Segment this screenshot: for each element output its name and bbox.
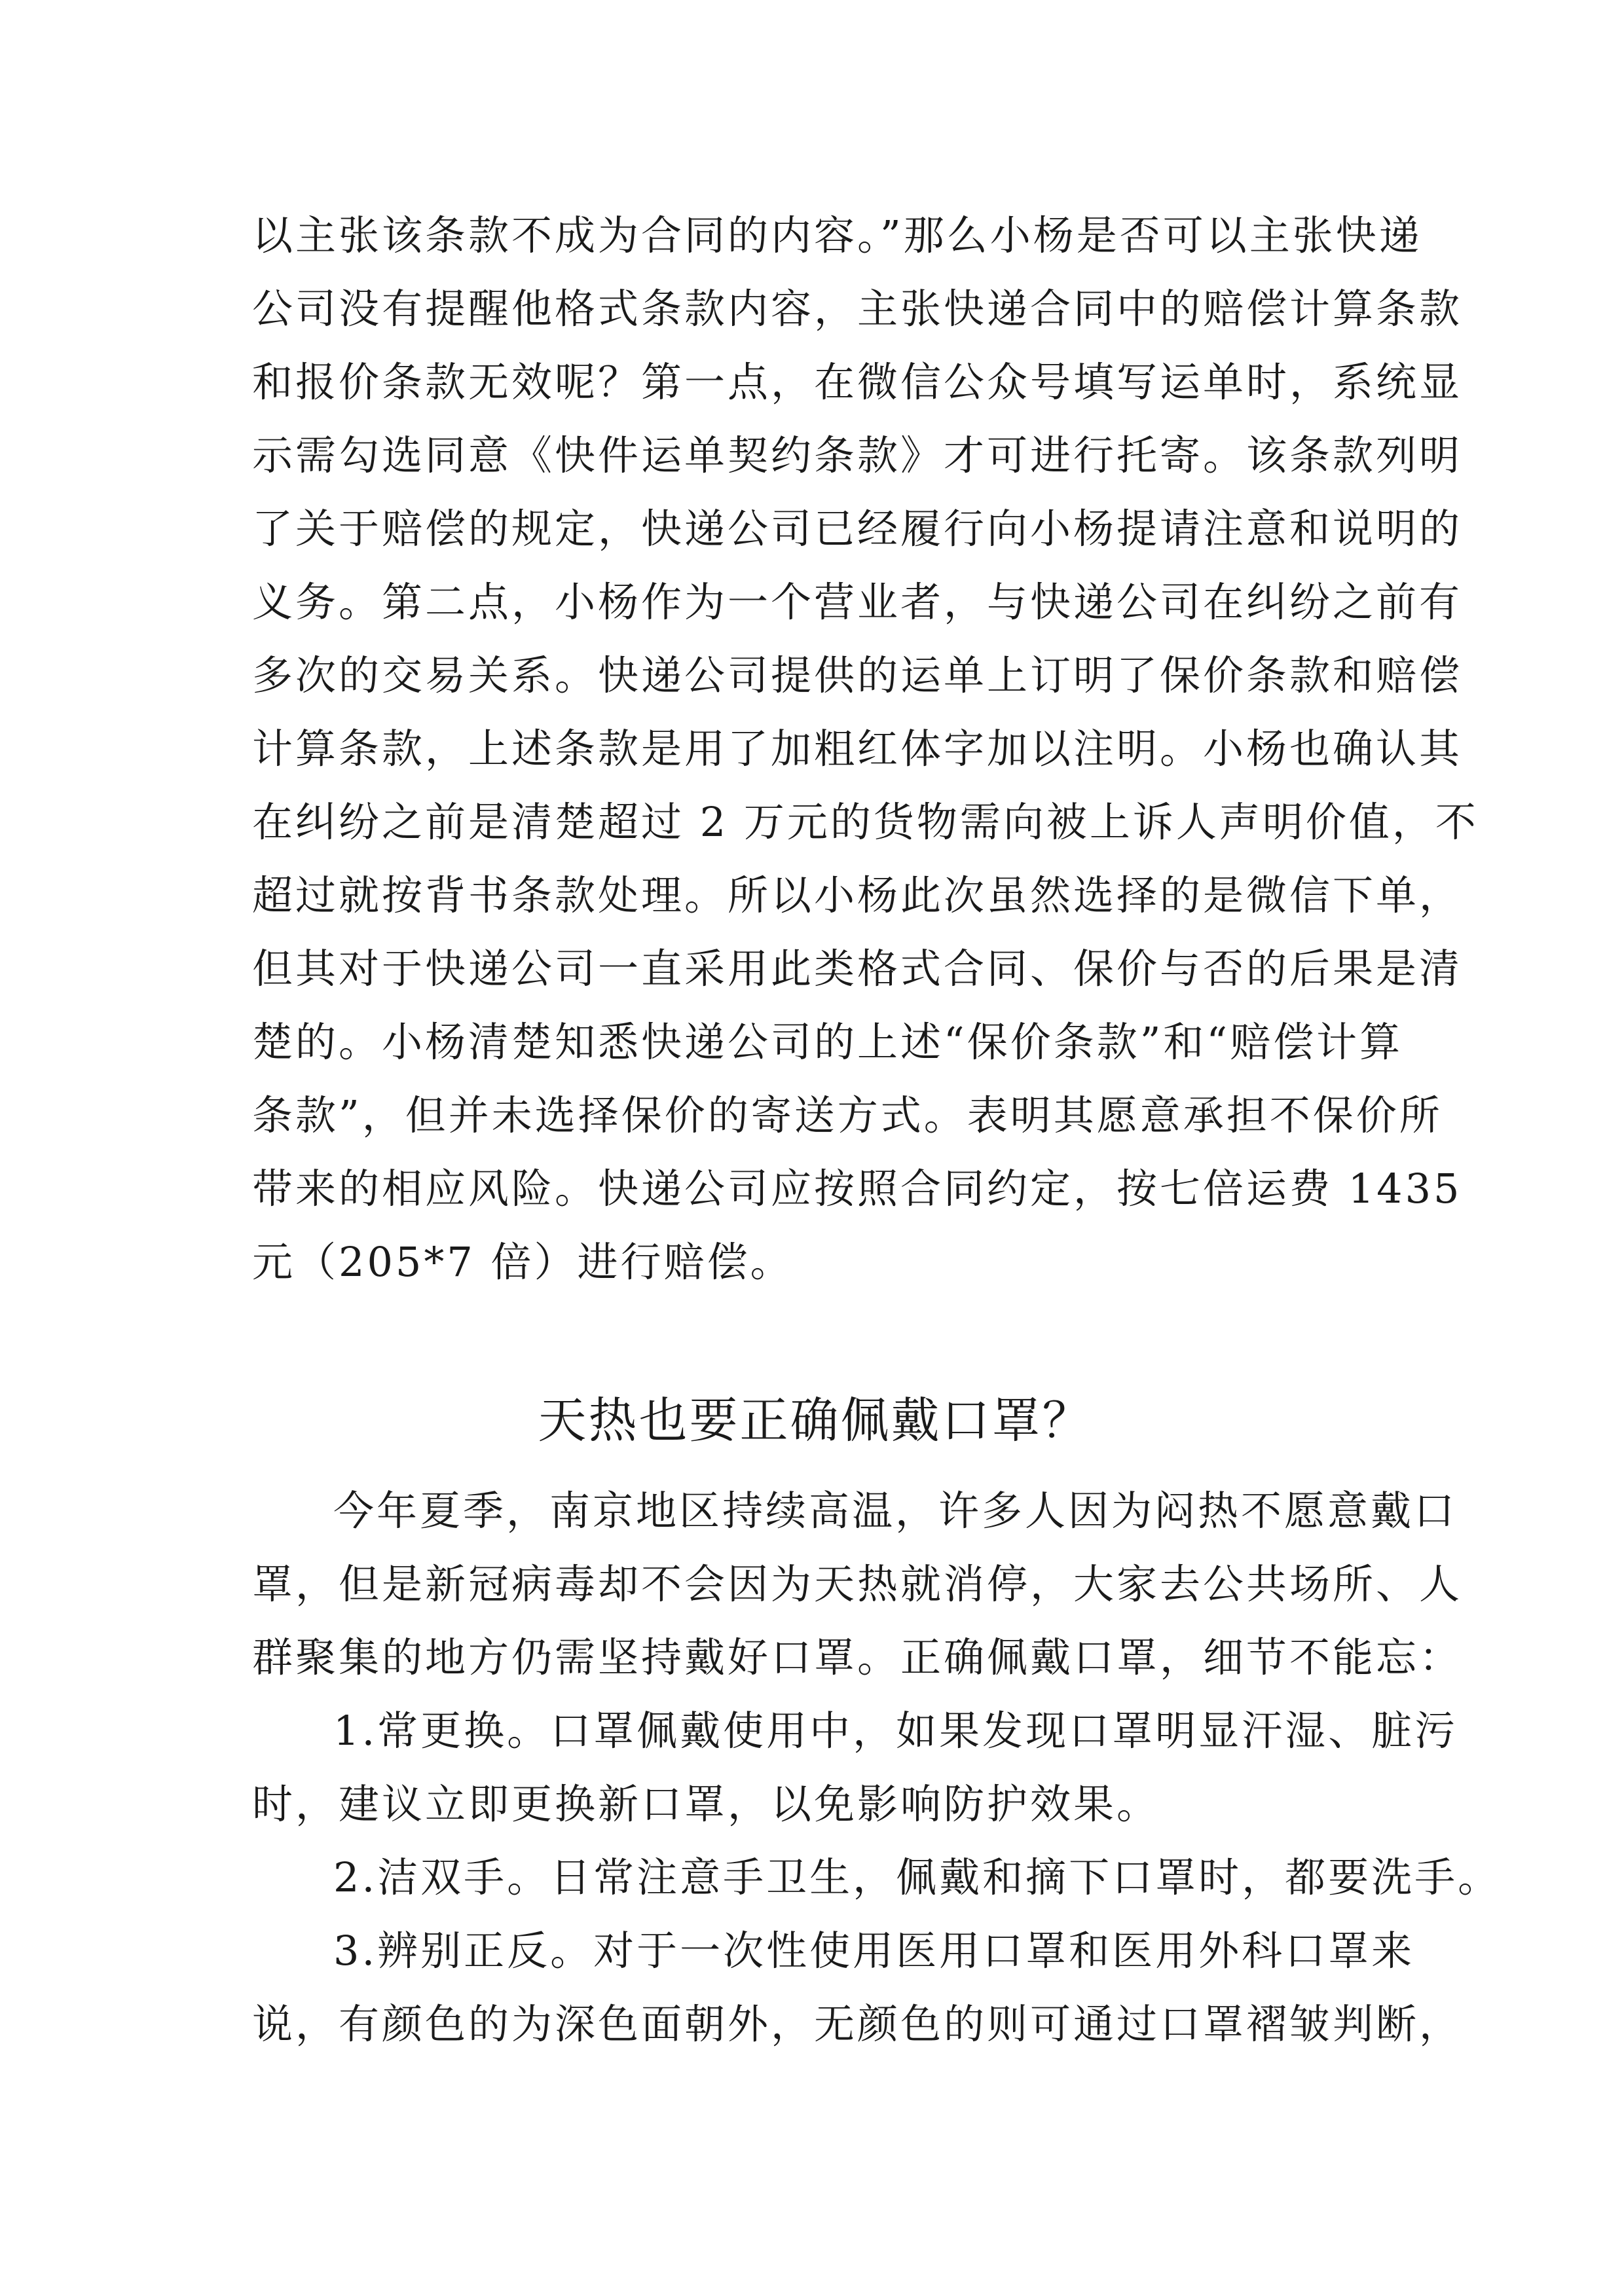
paragraph-line: 条款”，但并未选择保价的寄送方式。表明其愿意承担不保价所 — [252, 1091, 1443, 1139]
paragraph-line: 超过就按背书条款处理。所以小杨此次虽然选择的是微信下单， — [252, 871, 1463, 919]
paragraph-line: 公司没有提醒他格式条款内容，主张快递合同中的赔偿计算条款 — [252, 285, 1463, 333]
list-item-line: 说，有颜色的为深色面朝外，无颜色的则可通过口罩褶皱判断， — [252, 2000, 1463, 2048]
list-item-line: 时，建议立即更换新口罩，以免影响防护效果。 — [252, 1780, 1160, 1828]
list-item-line: 2.洁双手。日常注意手卫生，佩戴和摘下口罩时，都要洗手。 — [333, 1853, 1502, 1901]
paragraph-line: 但其对于快递公司一直采用此类格式合同、保价与否的后果是清 — [252, 945, 1463, 993]
paragraph-line: 多次的交易关系。快递公司提供的运单上订明了保价条款和赔偿 — [252, 651, 1463, 699]
section-title: 天热也要正确佩戴口罩？ — [538, 1393, 1093, 1449]
paragraph-line: 罩，但是新冠病毒却不会因为天热就消停，大家去公共场所、人 — [252, 1560, 1463, 1608]
paragraph-line: 计算条款，上述条款是用了加粗红体字加以注明。小杨也确认其 — [252, 725, 1463, 773]
paragraph-line: 元（205*7 倍）进行赔偿。 — [252, 1238, 794, 1286]
paragraph-line: 群聚集的地方仍需坚持戴好口罩。正确佩戴口罩，细节不能忘： — [252, 1633, 1463, 1681]
paragraph-line: 今年夏季，南京地区持续高温，许多人因为闷热不愿意戴口 — [333, 1487, 1458, 1535]
paragraph-line: 楚的。小杨清楚知悉快递公司的上述“保价条款”和“赔偿计算 — [252, 1018, 1403, 1066]
paragraph-line: 义务。第二点，小杨作为一个营业者，与快递公司在纠纷之前有 — [252, 578, 1463, 626]
paragraph-line: 带来的相应风险。快递公司应按照合同约定，按七倍运费 1435 — [252, 1165, 1462, 1212]
paragraph-line: 了关于赔偿的规定，快递公司已经履行向小杨提请注意和说明的 — [252, 505, 1463, 553]
paragraph-line: 以主张该条款不成为合同的内容。”那么小杨是否可以主张快递 — [252, 211, 1422, 259]
paragraph-line: 在纠纷之前是清楚超过 2 万元的货物需向被上诉人声明价值，不 — [252, 798, 1479, 846]
paragraph-line: 和报价条款无效呢？第一点，在微信公众号填写运单时，系统显 — [252, 358, 1463, 406]
list-item-line: 3.辨别正反。对于一次性使用医用口罩和医用外科口罩来 — [333, 1927, 1415, 1975]
paragraph-line: 示需勾选同意《快件运单契约条款》才可进行托寄。该条款列明 — [252, 431, 1463, 479]
list-item-line: 1.常更换。口罩佩戴使用中，如果发现口罩明显汗湿、脏污 — [333, 1707, 1458, 1755]
